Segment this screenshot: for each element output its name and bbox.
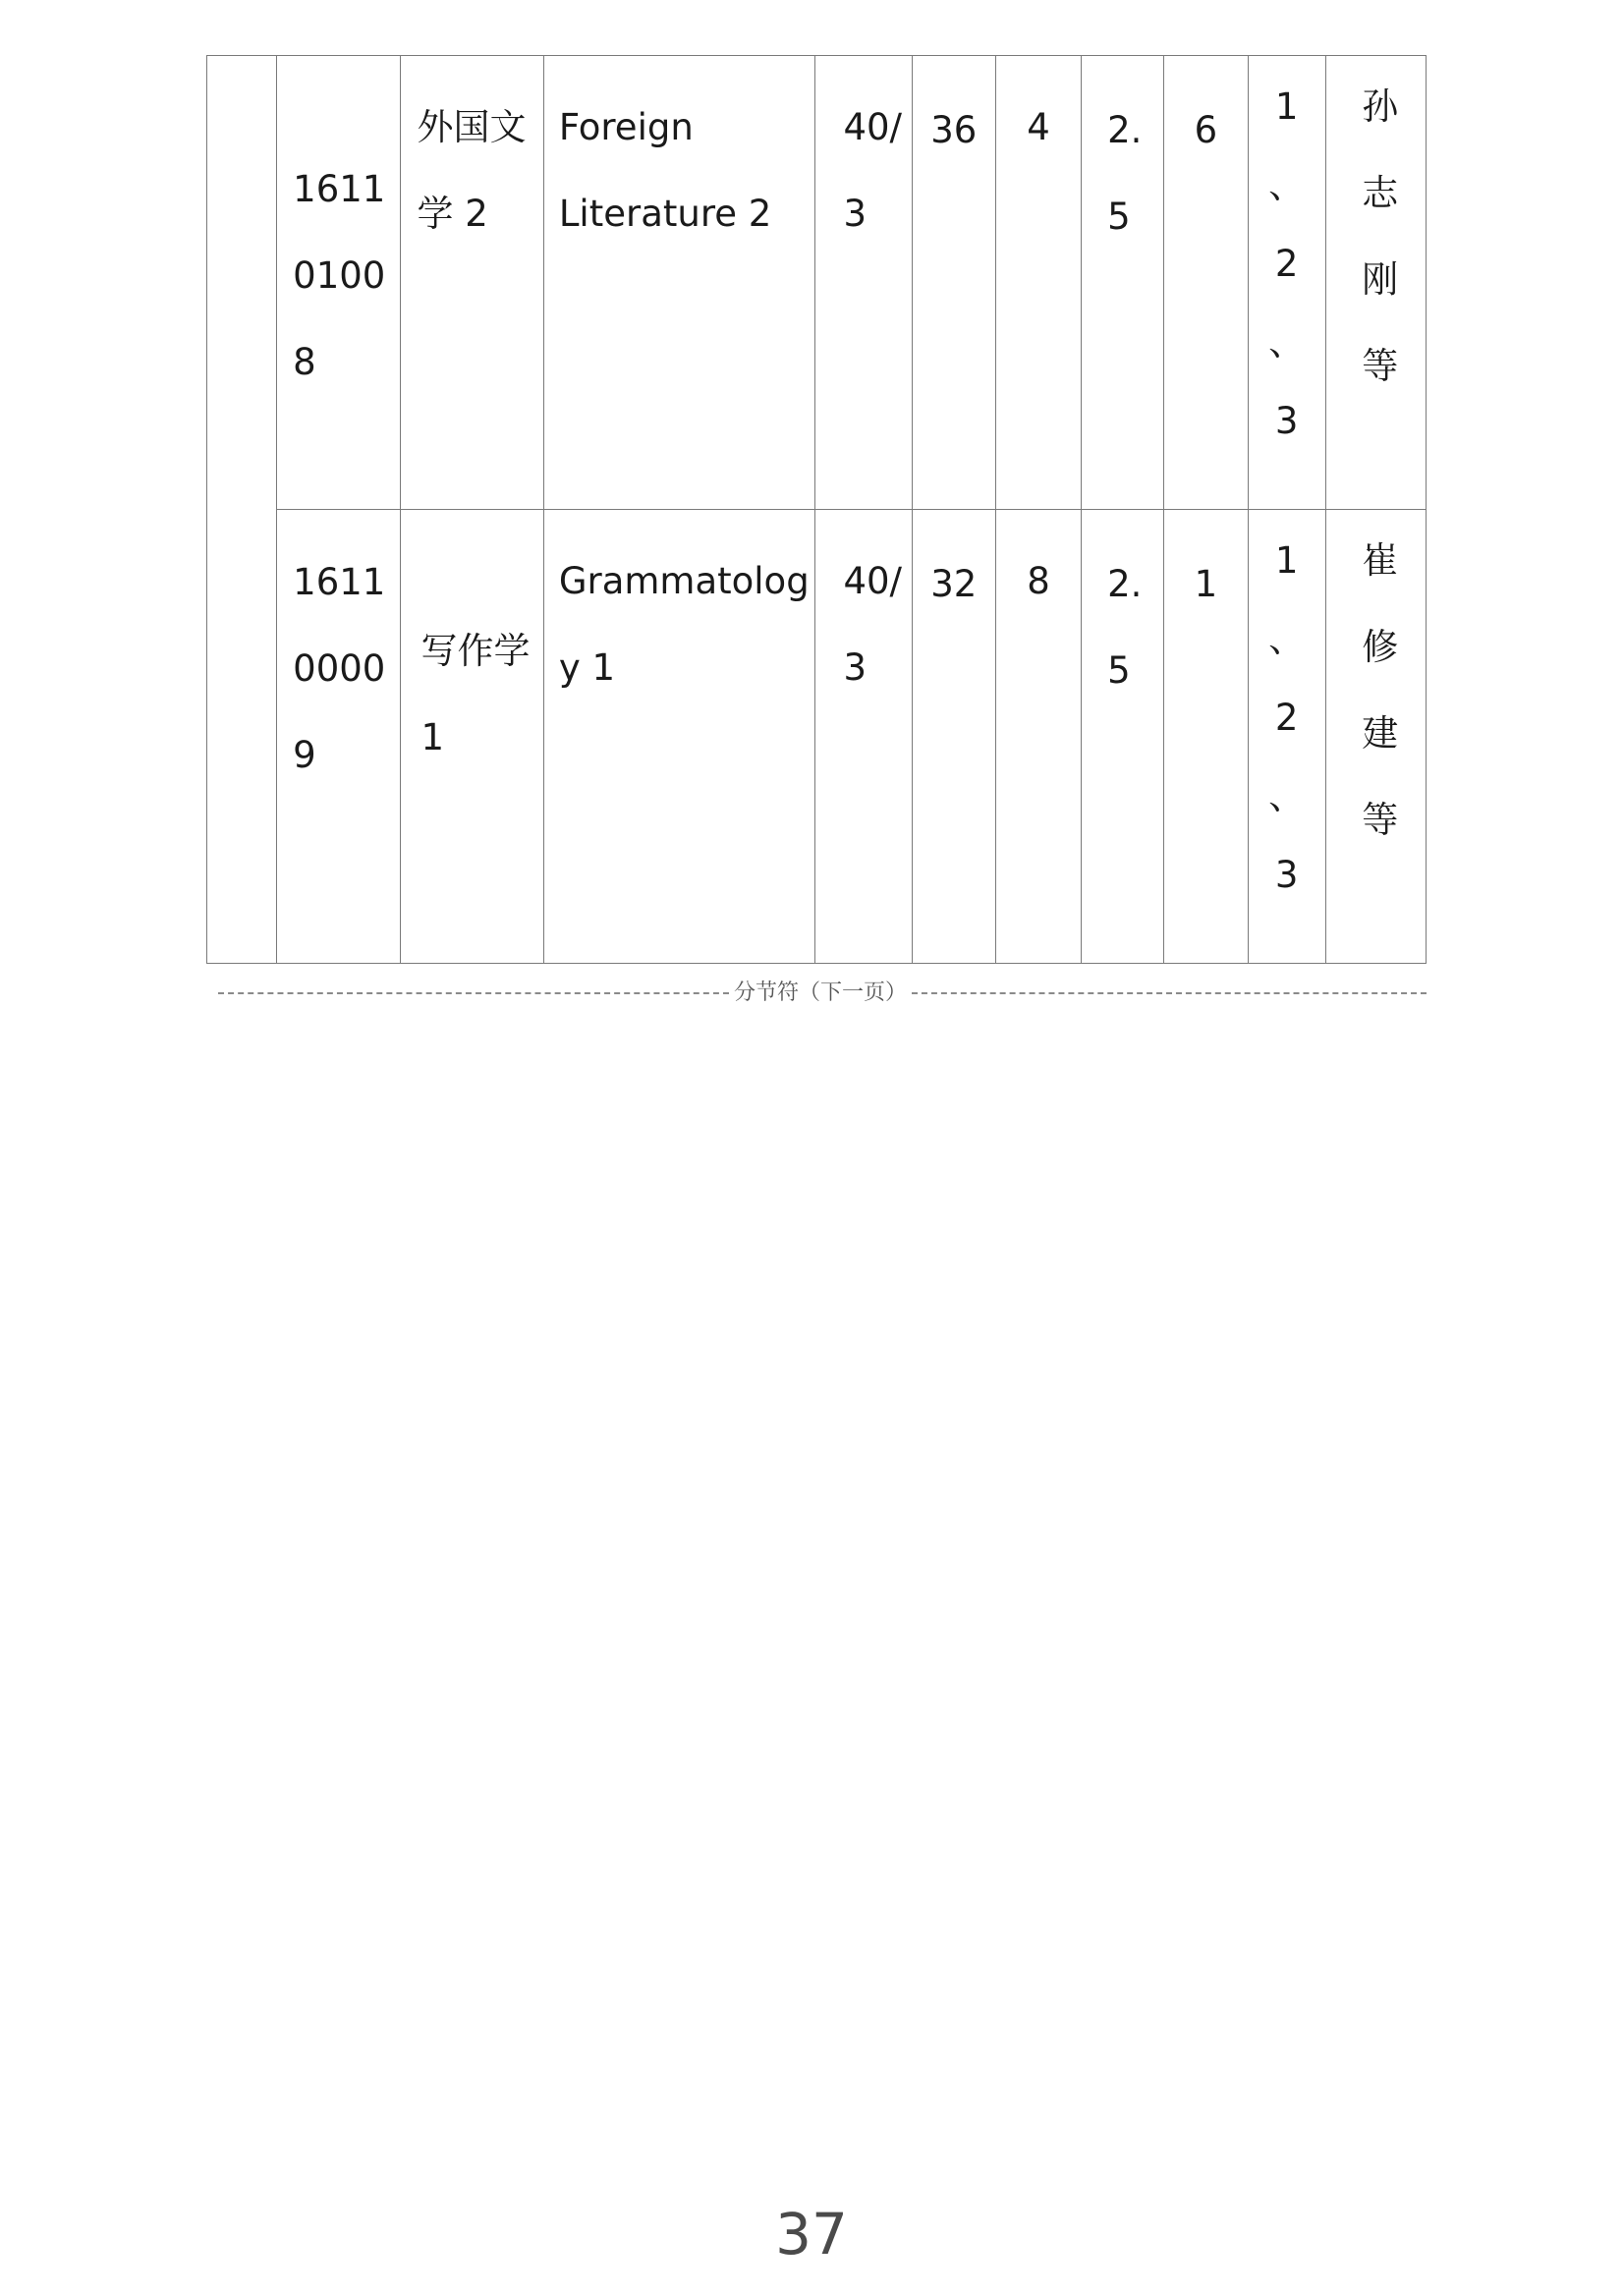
practice-hours: 4 <box>1027 106 1050 148</box>
section-break-line-left <box>218 992 729 994</box>
cycle: 1 、 2 、 3 <box>1268 539 1306 896</box>
total-hours-cell <box>815 510 912 964</box>
cycle-cell <box>1248 510 1325 964</box>
total-hours-cell <box>815 56 912 510</box>
practice-hours-cell <box>995 510 1081 964</box>
course-code-cell <box>277 510 401 964</box>
total-hours: 40/ 3 <box>843 560 903 689</box>
theory-hours: 36 <box>930 109 978 151</box>
cycle: 1 、 2 、 3 <box>1268 85 1306 442</box>
teacher-cell <box>1325 56 1426 510</box>
cycle-cell <box>1248 56 1325 510</box>
teacher: 崔 修 建 等 <box>1362 539 1399 841</box>
practice-hours: 8 <box>1027 560 1050 602</box>
course-name-en: Foreign Literature 2 <box>558 106 772 235</box>
term-cell <box>1164 510 1248 964</box>
term: 6 <box>1194 109 1218 151</box>
course-table <box>206 55 1427 964</box>
teacher: 孙 志 刚 等 <box>1362 85 1399 387</box>
course-name-cn-cell <box>401 56 543 510</box>
course-code: 16110000 9 <box>293 561 386 776</box>
table-row <box>207 510 1427 964</box>
section-break <box>218 979 1427 1008</box>
page-number: 37 <box>775 2201 848 2268</box>
section-break-line-right <box>912 992 1427 994</box>
theory-hours: 32 <box>930 563 978 605</box>
teacher-cell <box>1325 510 1426 964</box>
total-hours: 40/ 3 <box>843 106 903 235</box>
section-break-label: 分节符（下一页） <box>733 980 907 1005</box>
course-name-cn: 外国文 学 2 <box>417 106 527 235</box>
course-name-en-cell <box>543 56 815 510</box>
course-name-cn: 写作学 1 <box>420 630 531 758</box>
course-code: 16110100 8 <box>293 168 386 383</box>
theory-hours-cell <box>912 56 995 510</box>
term-cell <box>1164 56 1248 510</box>
theory-hours-cell <box>912 510 995 964</box>
credit: 2. 5 <box>1107 109 1143 238</box>
course-name-en-cell <box>543 510 815 964</box>
course-code-cell <box>277 56 401 510</box>
table-row <box>207 56 1427 510</box>
term: 1 <box>1194 563 1218 605</box>
practice-hours-cell <box>995 56 1081 510</box>
category-cell <box>207 56 277 964</box>
credit: 2. 5 <box>1107 563 1143 692</box>
credit-cell <box>1082 56 1164 510</box>
credit-cell <box>1082 510 1164 964</box>
course-name-en: Grammatolog y 1 <box>558 560 810 689</box>
course-name-cn-cell <box>401 510 543 964</box>
